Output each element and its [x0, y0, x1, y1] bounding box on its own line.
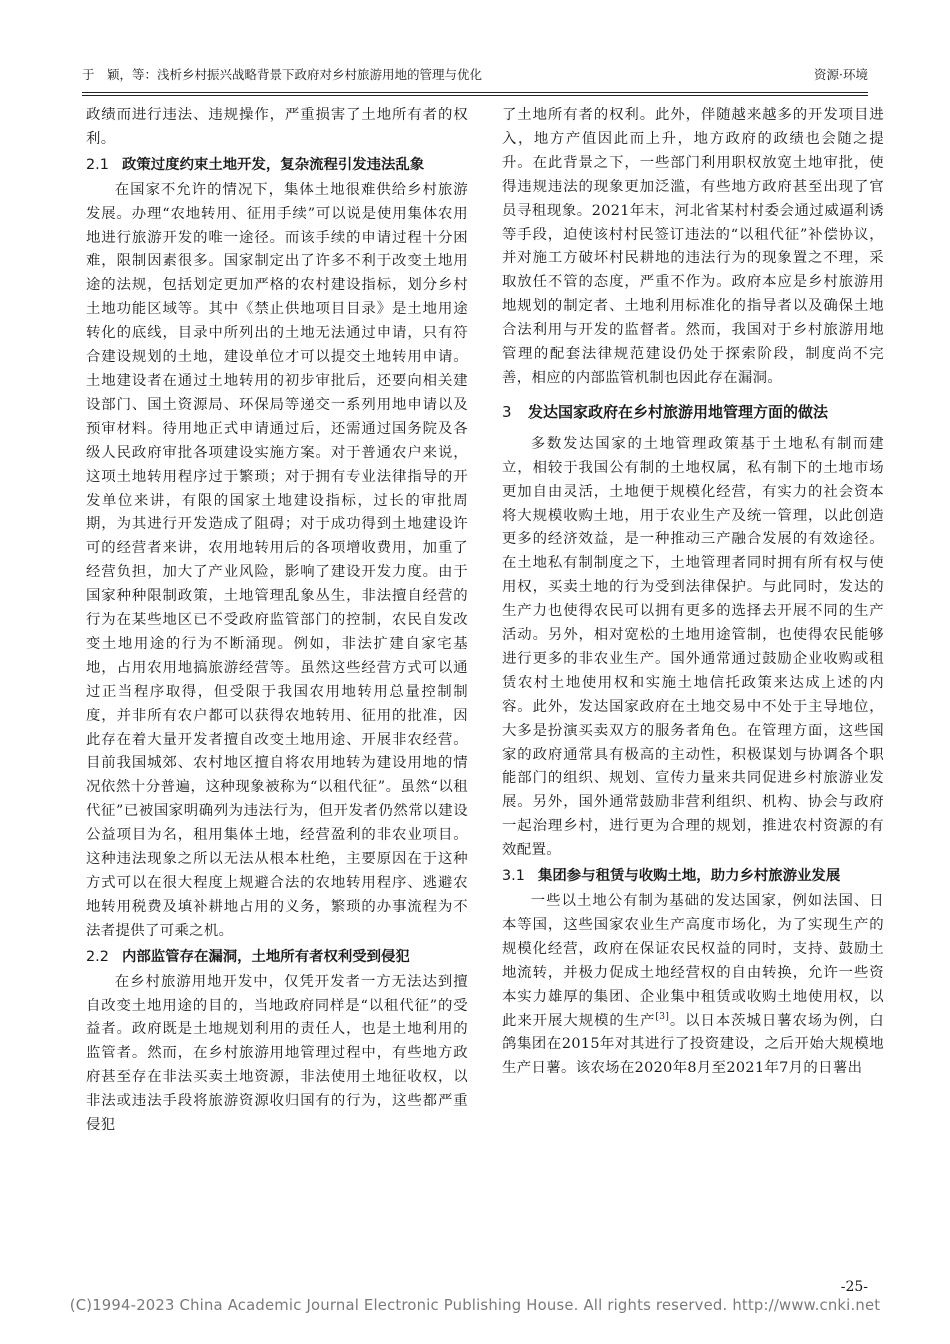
- section-heading-3-1: [502, 865, 884, 889]
- section-title: 集团参与租赁与收购土地，助力乡村旅游业发展: [538, 868, 841, 885]
- paragraph: 多数发达国家的土地管理政策基于土地私有制而建立，相较于我国公有制的土地权属，私有制下的土地市场更加自由灵活，土地便于规模化经营，有实力的社会资本将大规模收购土地，用于农业生产及统一管理，以此创造更多的经济效益，是一种推动三产融合发展的有效途径。在土地私有制制度之下，土地管理者同时拥有所有权与使用权，买卖土地的行为受到法律保护。与此同时，发达的生产力也使得农民可以拥有更多的选择去开展不同的生产活动。另外，相对宽松的土地用途管制，也使得农民能够进行更多的非农业生产。国外通常通过鼓励企业收购或租赁农村土地使用权和实施土地信托政策来达成上述的内容。此外，发达国家政府在土地交易中不处于主导地位，大多是扮演买卖双方的服务者角色。在管理方面，这些国家的政府通常具有极高的主动性，积极谋划与协调各个职能部门的组织、规划、宣传力量来共同促进乡村旅游业发展。另外，国外通常鼓励非营利组织、机构、协会与政府一起治理乡村，进行更为合理的规划，推进农村资源的有效配置。: [502, 435, 884, 859]
- paragraph-continued: 政绩而进行违法、违规操作，严重损害了土地所有者的权利。: [86, 107, 468, 147]
- section-title: 内部监管存在漏洞，土地所有者权利受到侵犯: [122, 948, 410, 965]
- paragraph-text: 。以日本茨城日薯农场为例，白鸽集团在2015年对其进行了投资建设，之后开始大规模地生产日薯。该农场在2020年8月至2021年7月的日薯出: [502, 1012, 884, 1077]
- page-number: -25-: [840, 1279, 868, 1295]
- paragraph: 在乡村旅游用地开发中，仅凭开发者一方无法达到擅自改变土地用途的目的，当地政府同样是“以租代征”的受益者。政府既是土地规划利用的责任人，也是土地利用的监管者。然而，在乡村旅游用地管理过程中，有些地方政府甚至存在非法买卖土地资源，非法使用土地征收权，以非法或违法手段将旅游资源收归国有的行为，这些都严重侵犯: [86, 973, 468, 1134]
- section-heading-2-1: [86, 154, 468, 178]
- section-number: 2.1: [86, 156, 109, 173]
- section-number: 3.1: [502, 868, 525, 885]
- paragraph-continued: 了土地所有者的权利。此外，伴随越来越多的开发项目进入，地方产值因此而上升，地方政府的政绩也会随之提升。在此背景之下，一些部门利用职权放宽土地审批，使得违规违法的现象更加泛滥，有些地方政府甚至出现了官员寻租现象。2021年末，河北省某村村委会通过威逼利诱等手段，迫使该村村民签订违法的“以租代征”补偿协议，并对施工方破坏村民耕地的违法行为的现象置之不理，采取放任不管的态度，严重不作为。政府本应是乡村旅游用地规划的制定者、土地利用标准化的指导者以及确保土地合法利用与开发的监督者。然而，我国对于乡村旅游用地管理的配套法律规范建设仍处于探索阶段，制度尚不完善，相应的内部监管机制也因此存在漏洞。: [502, 107, 884, 386]
- citation-ref[interactable]: [3]: [655, 1011, 670, 1022]
- right-column: [502, 104, 884, 1081]
- paragraph: 在国家不允许的情况下，集体土地很难供给乡村旅游发展。办理“农地转用、征用手续”可以说是使用集体农用地进行旅游开发的唯一途径。而该手续的申请过程十分困难，限制因素很多。国家制定出了许多不利于改变土地用途的法规，包括划定更加严格的农村建设指标，划分乡村土地功能区域等。其中《禁止供地项目目录》是土地用途转化的底线，目录中所列出的土地无法通过申请，只有符合建设规划的土地，建设单位才可以提交土地转用申请。土地建设者在通过土地转用的初步审批后，还要向相关建设部门、国土资源局、环保局等递交一系列用地申请以及预审材料。待用地正式申请通过后，还需通过国务院及各级人民政府审批各项建设实施方案。对于普通农户来说，这项土地转用程序过于繁琐；对于拥有专业法律指导的开发单位来讲，有限的国家土地建设指标，过长的审批周期，为其进行开发造成了阻碍；对于成功得到土地建设许可的经营者来讲，农用地转用后的各项增收费用，加重了经营负担，加大了产业风险，影响了建设开发力度。由于国家种种限制政策，土地管理乱象丛生，非法擅自经营的行为在某些地区已不受政府监管部门的控制，农民自发改变土地用途的行为不断涌现。例如，非法扩建自家宅基地，占用农用地搞旅游经营等。虽然这些经营方式可以通过正当程序取得，但受限于我国农用地转用总量控制制度，并非所有农户都可以获得农地转用、征用的批准，因此存在着大量开发者擅自改变土地用途、开展非农经营。目前我国城郊、农村地区擅自将农用地转为建设用地的情况依然十分普遍，这种现象被称为“以租代征”。虽然“以租代征”已被国家明确列为违法行为，但开发者仍然常以建设公益项目为名，租用集体土地，经营盈利的非农业项目。这种违法现象之所以无法从根本杜绝，主要原因在于这种方式可以在很大程度上规避合法的农地转用程序、逃避农地转用税费及填补耕地占用的义务，繁琐的办事流程为不法者提供了可乘之机。: [86, 181, 468, 939]
- left-column: [86, 104, 468, 1138]
- header-rule-thin: [82, 95, 868, 96]
- section-number: 2.2: [86, 948, 109, 965]
- section-title: 政策过度约束土地开发，复杂流程引发违法乱象: [122, 156, 425, 173]
- section-title: 发达国家政府在乡村旅游用地管理方面的做法: [528, 402, 829, 421]
- header-section: 资源·环境: [814, 67, 868, 82]
- running-header: [82, 60, 868, 90]
- copyright-footer: (C)1994-2023 China Academic Journal Electronic Publishing House. All rights reserved. http://www.cnki.net: [69, 1297, 881, 1314]
- header-rule-thick: [82, 92, 868, 93]
- section-number: 3: [502, 402, 512, 421]
- section-heading-3: [502, 401, 884, 425]
- paragraph: [502, 890, 884, 1081]
- section-heading-2-2: [86, 946, 468, 970]
- paragraph-text: 一些以土地公有制为基础的发达国家，例如法国、日本等国，这些国家农业生产高度市场化，为了实现生产的规模化经营，政府在保证农民权益的同时，支持、鼓励土地流转，并极力促成土地经营权的自由转换，允许一些资本实力雄厚的集团、企业集中租赁或收购土地使用权，以此来开展大规模的生产: [502, 893, 884, 1029]
- header-title: 于 颖，等：浅析乡村振兴战略背景下政府对乡村旅游用地的管理与优化: [82, 67, 483, 82]
